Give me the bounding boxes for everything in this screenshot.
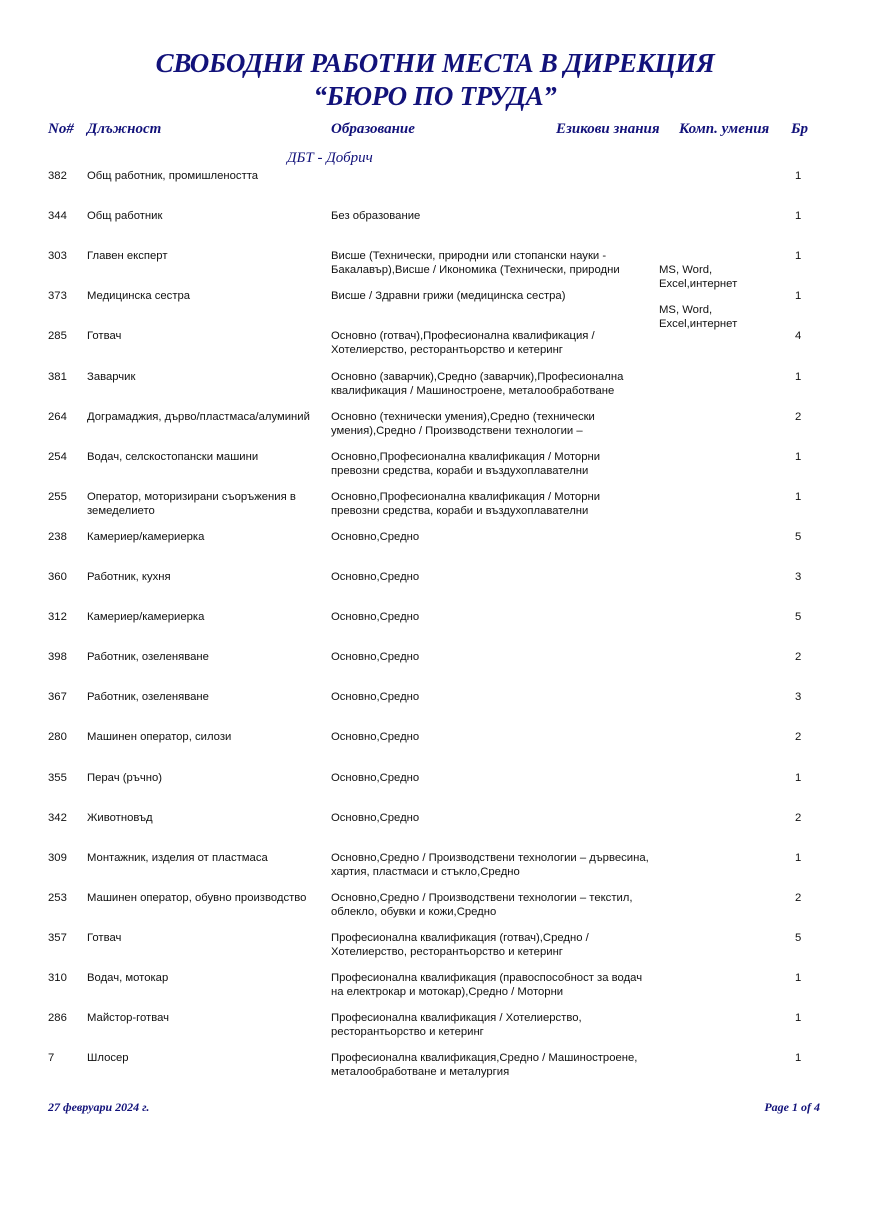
- cell-count: 1: [795, 170, 802, 182]
- document-title-line2: “БЮРО ПО ТРУДА”: [313, 81, 557, 111]
- cell-position: Машинен оператор, силози: [87, 731, 232, 743]
- cell-no: 367: [48, 691, 67, 703]
- cell-position: Дограмаджия, дърво/пластмаса/алуминий: [87, 411, 310, 423]
- cell-count: 1: [795, 250, 802, 262]
- cell-position: Главен експерт: [87, 250, 168, 262]
- cell-count: 1: [795, 491, 802, 503]
- cell-count: 1: [795, 451, 802, 463]
- cell-education: Основно (заварчик),Средно (заварчик),Професионална квалификация / Машиностроене, металообработване: [331, 371, 624, 397]
- cell-no: 253: [48, 892, 67, 904]
- cell-no: 7: [48, 1052, 55, 1064]
- cell-education: Основно (готвач),Професионална квалификация / Хотелиерство, ресторантьорство и кетеринг: [331, 330, 595, 356]
- cell-position: Готвач: [87, 330, 122, 342]
- cell-education: Професионална квалификация / Хотелиерство, ресторантьорство и кетеринг: [331, 1012, 582, 1038]
- cell-no: 344: [48, 210, 67, 222]
- cell-no: 312: [48, 611, 67, 623]
- cell-count: 5: [795, 932, 802, 944]
- cell-count: 2: [795, 651, 802, 663]
- cell-education: Основно,Средно: [331, 812, 420, 824]
- cell-position: Камериер/камериерка: [87, 531, 205, 543]
- cell-no: 285: [48, 330, 67, 342]
- cell-position: Готвач: [87, 932, 122, 944]
- cell-education: Висше / Здравни грижи (медицинска сестра): [331, 290, 566, 302]
- cell-education: Основно,Средно: [331, 531, 420, 543]
- cell-count: 2: [795, 731, 802, 743]
- cell-no: 286: [48, 1012, 67, 1024]
- cell-no: 280: [48, 731, 67, 743]
- cell-count: 4: [795, 330, 802, 342]
- column-header-count: Бр: [791, 121, 809, 137]
- cell-count: 1: [795, 371, 802, 383]
- cell-education: Основно (технически умения),Средно (технически умения),Средно / Производствени технологии –: [331, 411, 595, 437]
- column-header-position: Длъжност: [87, 121, 162, 137]
- cell-no: 303: [48, 250, 67, 262]
- footer-page-number: Page 1 of 4: [764, 1100, 820, 1114]
- cell-education: Без образование: [331, 210, 421, 222]
- cell-no: 381: [48, 371, 67, 383]
- cell-count: 2: [795, 812, 802, 824]
- cell-count: 2: [795, 411, 802, 423]
- cell-position: Общ работник: [87, 210, 163, 222]
- cell-education: Професионална квалификация (правоспособност за водач на електрокар и мотокар),Средно / Моторни: [331, 972, 643, 998]
- cell-count: 1: [795, 210, 802, 222]
- cell-position: Общ работник, промишлеността: [87, 170, 259, 182]
- cell-no: 398: [48, 651, 67, 663]
- cell-computer-skills: MS, Word, Excel,интернет: [659, 304, 738, 330]
- cell-position: Перач (ръчно): [87, 772, 163, 784]
- cell-education: Основно,Професионална квалификация / Моторни превозни средства, кораби и въздухоплавателни: [331, 451, 601, 477]
- cell-education: Професионална квалификация (готвач),Средно / Хотелиерство, ресторантьорство и кетеринг: [331, 932, 589, 958]
- cell-position: Монтажник, изделия от пластмаса: [87, 852, 268, 864]
- cell-position: Работник, кухня: [87, 571, 171, 583]
- cell-position: Медицинска сестра: [87, 290, 191, 302]
- cell-no: 360: [48, 571, 67, 583]
- column-header-languages: Езикови знания: [556, 121, 660, 137]
- column-header-education: Образование: [331, 121, 415, 137]
- cell-no: 310: [48, 972, 67, 984]
- column-header-computer-skills: Комп. умения: [679, 121, 770, 137]
- cell-no: 255: [48, 491, 67, 503]
- office-group-label: ДБТ - Добрич: [287, 150, 373, 166]
- cell-position: Водач, селскостопански машини: [87, 451, 259, 463]
- column-header-no: No#: [48, 121, 74, 137]
- cell-no: 355: [48, 772, 67, 784]
- cell-no: 254: [48, 451, 67, 463]
- cell-no: 373: [48, 290, 67, 302]
- cell-position: Водач, мотокар: [87, 972, 169, 984]
- cell-count: 1: [795, 772, 802, 784]
- cell-position: Машинен оператор, обувно производство: [87, 892, 307, 904]
- cell-position: Шлосер: [87, 1052, 129, 1064]
- cell-education: Основно,Средно / Производствени технологии – текстил, облекло, обувки и кожи,Средно: [331, 892, 633, 918]
- cell-position: Работник, озеленяване: [87, 651, 209, 663]
- cell-count: 1: [795, 1052, 802, 1064]
- cell-no: 357: [48, 932, 67, 944]
- cell-count: 3: [795, 571, 802, 583]
- cell-no: 238: [48, 531, 67, 543]
- cell-count: 1: [795, 290, 802, 302]
- cell-count: 5: [795, 531, 802, 543]
- cell-position: Животновъд: [87, 812, 153, 824]
- cell-position: Оператор, моторизирани съоръжения в земеделието: [87, 491, 296, 517]
- cell-count: 3: [795, 691, 802, 703]
- document-title-line1: СВОБОДНИ РАБОТНИ МЕСТА В ДИРЕКЦИЯ: [155, 48, 715, 78]
- cell-no: 309: [48, 852, 67, 864]
- cell-no: 264: [48, 411, 67, 423]
- cell-education: Основно,Средно: [331, 772, 420, 784]
- cell-count: 1: [795, 852, 802, 864]
- cell-count: 1: [795, 972, 802, 984]
- cell-education: Професионална квалификация,Средно / Машиностроене, металообработване и металургия: [331, 1052, 638, 1078]
- cell-education: Основно,Средно: [331, 731, 420, 743]
- footer-date: 27 февруари 2024 г.: [48, 1100, 150, 1114]
- cell-education: Основно,Средно: [331, 691, 420, 703]
- cell-education: Основно,Средно / Производствени технологии – дървесина, хартия, пластмаси и стъкло,Средно: [331, 852, 649, 878]
- cell-position: Работник, озеленяване: [87, 691, 209, 703]
- cell-no: 382: [48, 170, 67, 182]
- cell-education: Основно,Средно: [331, 651, 420, 663]
- cell-position: Майстор-готвач: [87, 1012, 170, 1024]
- cell-position: Заварчик: [87, 371, 136, 383]
- cell-computer-skills: MS, Word, Excel,интернет: [659, 264, 738, 290]
- cell-count: 5: [795, 611, 802, 623]
- cell-count: 2: [795, 892, 802, 904]
- cell-no: 342: [48, 812, 67, 824]
- cell-education: Висше (Технически, природни или стопански науки - Бакалавър),Висше / Икономика (Технически, природни: [331, 250, 620, 276]
- cell-position: Камериер/камериерка: [87, 611, 205, 623]
- cell-education: Основно,Средно: [331, 571, 420, 583]
- cell-count: 1: [795, 1012, 802, 1024]
- cell-education: Основно,Професионална квалификация / Моторни превозни средства, кораби и въздухоплавателни: [331, 491, 601, 517]
- cell-education: Основно,Средно: [331, 611, 420, 623]
